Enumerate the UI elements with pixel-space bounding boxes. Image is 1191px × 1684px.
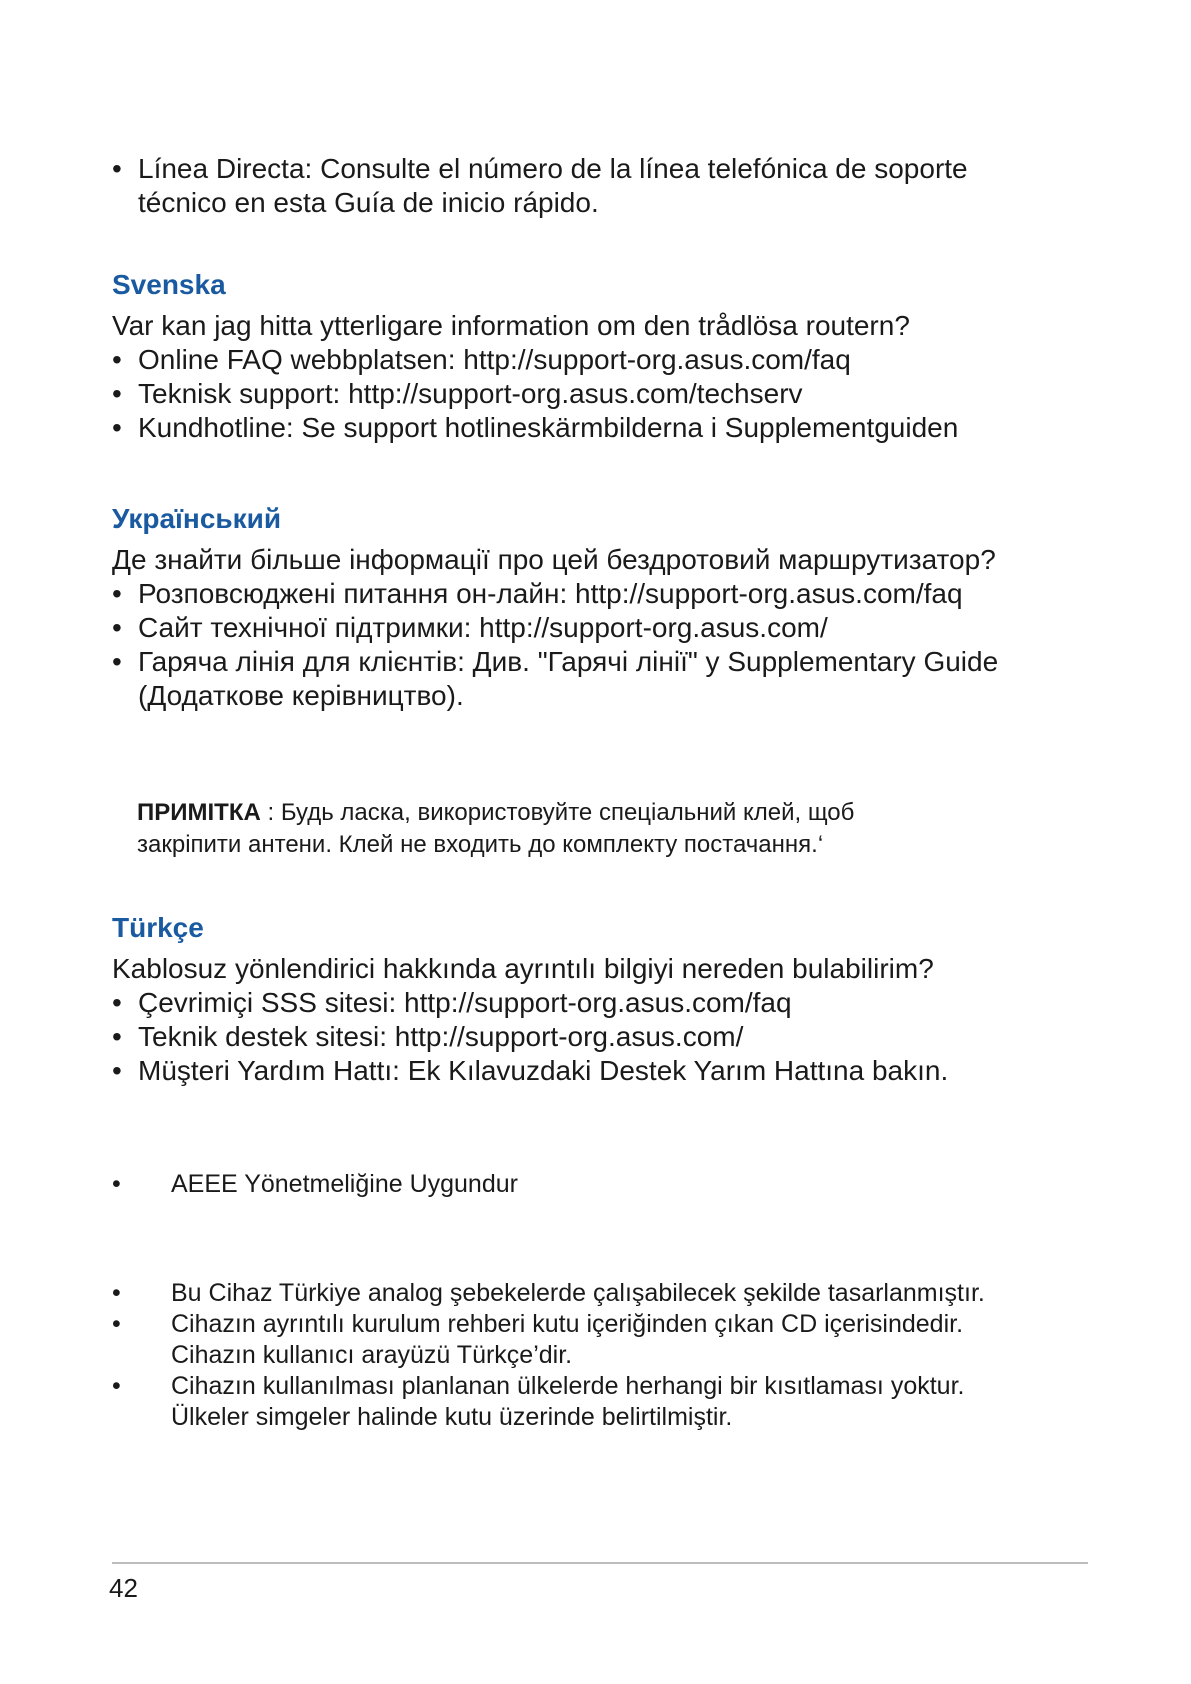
turkce-note-3-line2: Ülkeler simgeler halinde kutu üzerinde belirtilmiştir. (171, 1403, 733, 1431)
turkce-note-2-line1: • Cihazın ayrıntılı kurulum rehberi kutu içeriğinden çıkan CD içerisindedir. (112, 1309, 1112, 1340)
spanish-hotline-line1: • Línea Directa: Consulte el número de la línea telefónica de soporte (112, 152, 1112, 186)
ukrainian-note (137, 797, 1137, 861)
svenska-item-faq: • Online FAQ webbplatsen: http://support-org.asus.com/faq (112, 343, 1112, 377)
spanish-hotline-line2: técnico en esta Guía de inicio rápido. (138, 187, 599, 218)
turkce-note-3-line1: • Cihazın kullanılması planlanan ülkelerde herhangi bir kısıtlaması yoktur. (112, 1371, 1112, 1402)
turkce-item-support: • Teknik destek sitesi: http://support-org.asus.com/ (112, 1020, 1112, 1054)
turkce-note-2-line2: Cihazın kullanıcı arayüzü Türkçe’dir. (171, 1341, 573, 1369)
svenska-section (112, 268, 1112, 445)
turkce-item-faq: • Çevrimiçi SSS sitesi: http://support-org.asus.com/faq (112, 986, 1112, 1020)
ukrainian-note-line2: закріпити антени. Клей не входить до комплекту постачання.‘ (137, 831, 824, 858)
aeee-text: • AEEE Yönetmeliğine Uygundur (112, 1169, 1112, 1200)
turkce-section (112, 911, 1112, 1088)
svenska-question: Var kan jag hitta ytterligare information om den trådlösa routern? (112, 310, 910, 341)
spanish-hotline-item (112, 152, 1112, 220)
ukrainian-section (112, 502, 1112, 713)
note-text-line1: : Будь ласка, використовуйте спеціальний клей, щоб (260, 799, 855, 826)
turkce-note-1: • Bu Cihaz Türkiye analog şebekelerde çalışabilecek şekilde tasarlanmıştır. (112, 1278, 1112, 1309)
svenska-item-support: • Teknisk support: http://support-org.asus.com/techserv (112, 377, 1112, 411)
page-number: 42 (109, 1573, 138, 1603)
svenska-heading: Svenska (112, 269, 226, 300)
turkce-heading: Türkçe (112, 912, 204, 943)
ukrainian-item-faq: • Розповсюджені питання он-лайн: http://support-org.asus.com/faq (112, 577, 1112, 611)
aeee-item (112, 1169, 1112, 1200)
turkce-question: Kablosuz yönlendirici hakkında ayrıntılı bilgiyi nereden bulabilirim? (112, 953, 934, 984)
ukrainian-item-hotline-cont: (Додаткове керівництво). (138, 680, 464, 711)
footer-divider (112, 1562, 1088, 1564)
svenska-item-hotline: • Kundhotline: Se support hotlineskärmbilderna i Supplementguiden (112, 411, 1112, 445)
ukrainian-heading: Український (112, 503, 282, 534)
ukrainian-item-support: • Сайт технічної підтримки: http://support-org.asus.com/ (112, 611, 1112, 645)
turkce-item-hotline: • Müşteri Yardım Hattı: Ek Kılavuzdaki Destek Yarım Hattına bakın. (112, 1054, 1112, 1088)
note-label: ПРИМІТКА (137, 799, 261, 826)
ukrainian-item-hotline: • Гаряча лінія для клієнтів: Див. "Гарячі лінії" у Supplementary Guide (112, 645, 1112, 679)
turkce-notes (112, 1278, 1112, 1433)
ukrainian-question: Де знайти більше інформації про цей бездротовий маршрутизатор? (112, 544, 996, 575)
ukrainian-note-line1 (137, 797, 1137, 829)
